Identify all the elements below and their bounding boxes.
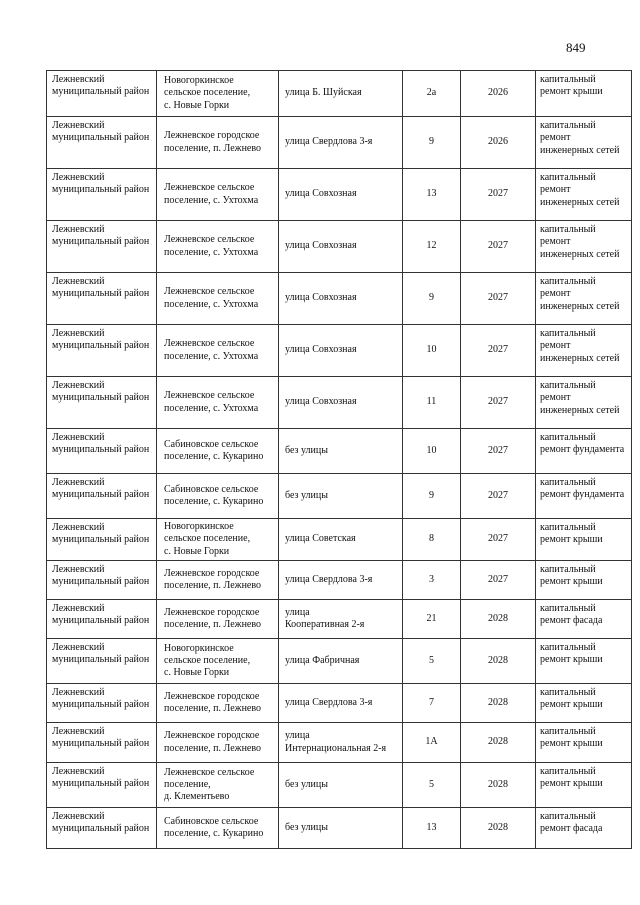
work-type-cell-text: капитальный ремонт крыши <box>540 687 603 711</box>
district-cell-text: Лежневский муниципальный район <box>52 120 150 144</box>
year-cell <box>461 519 536 561</box>
house-number-cell-text: 10 <box>426 444 437 456</box>
table-row <box>47 763 632 808</box>
settlement-cell-text: Лежневское сельское поселение, с. Ухтохма <box>164 234 259 258</box>
district-cell-text: Лежневский муниципальный район <box>52 74 150 98</box>
year-cell-text: 2028 <box>488 696 508 708</box>
settlement-cell-text: Лежневское сельское поселение, д. Клементьево <box>164 766 255 803</box>
district-cell <box>47 561 157 600</box>
table-row <box>47 808 632 849</box>
work-type-cell-text: капитальный ремонт инженерных сетей <box>540 120 620 156</box>
table-row <box>47 325 632 377</box>
table-row <box>47 377 632 429</box>
table-row <box>47 71 632 117</box>
year-cell-text: 2027 <box>488 489 508 501</box>
house-number-cell <box>403 71 461 117</box>
house-number-cell <box>403 429 461 474</box>
table-row <box>47 639 632 684</box>
district-cell <box>47 723 157 763</box>
table-row <box>47 600 632 639</box>
settlement-cell-text: Лежневское городское поселение, п. Лежнево <box>164 130 262 154</box>
work-type-cell-text: капитальный ремонт инженерных сетей <box>540 380 620 416</box>
district-cell-text: Лежневский муниципальный район <box>52 603 150 627</box>
repair-schedule-table <box>46 70 632 849</box>
work-type-cell-text: капитальный ремонт крыши <box>540 766 603 790</box>
settlement-cell <box>157 273 279 325</box>
settlement-cell-text: Лежневское сельское поселение, с. Ухтохма <box>164 182 259 206</box>
work-type-cell <box>536 474 632 519</box>
work-type-cell-text: капитальный ремонт крыши <box>540 522 603 546</box>
work-type-cell <box>536 600 632 639</box>
year-cell <box>461 561 536 600</box>
street-cell <box>279 221 403 273</box>
settlement-cell-text: Лежневское сельское поселение, с. Ухтохма <box>164 286 259 310</box>
year-cell-text: 2027 <box>488 188 508 200</box>
district-cell-text: Лежневский муниципальный район <box>52 380 150 404</box>
year-cell <box>461 325 536 377</box>
year-cell <box>461 273 536 325</box>
house-number-cell-text: 11 <box>426 396 437 408</box>
house-number-cell-text: 9 <box>429 292 434 304</box>
street-cell <box>279 808 403 849</box>
work-type-cell-text: капитальный ремонт крыши <box>540 564 603 588</box>
settlement-cell <box>157 600 279 639</box>
settlement-cell-text: Новогоркинское сельское поселение, с. Новые Горки <box>164 521 251 557</box>
house-number-cell <box>403 723 461 763</box>
settlement-cell-text: Сабиновское сельское поселение, с. Кукарино <box>164 483 264 507</box>
street-cell-text: улица Совхозная <box>285 188 357 200</box>
district-cell-text: Лежневский муниципальный район <box>52 766 150 790</box>
district-cell <box>47 474 157 519</box>
house-number-cell <box>403 169 461 221</box>
table-body <box>47 71 632 849</box>
district-cell <box>47 117 157 169</box>
work-type-cell-text: капитальный ремонт крыши <box>540 74 603 98</box>
settlement-cell-text: Сабиновское сельское поселение, с. Кукарино <box>164 438 264 462</box>
table-row <box>47 519 632 561</box>
house-number-cell <box>403 117 461 169</box>
street-cell <box>279 684 403 723</box>
district-cell <box>47 429 157 474</box>
house-number-cell <box>403 808 461 849</box>
street-cell-text: улица Совхозная <box>285 344 357 356</box>
work-type-cell <box>536 221 632 273</box>
year-cell <box>461 71 536 117</box>
settlement-cell <box>157 561 279 600</box>
district-cell <box>47 808 157 849</box>
settlement-cell <box>157 639 279 684</box>
work-type-cell-text: капитальный ремонт крыши <box>540 726 603 750</box>
settlement-cell <box>157 808 279 849</box>
settlement-cell <box>157 221 279 273</box>
house-number-cell-text: 9 <box>429 489 434 501</box>
district-cell-text: Лежневский муниципальный район <box>52 328 150 352</box>
house-number-cell <box>403 600 461 639</box>
house-number-cell <box>403 519 461 561</box>
year-cell <box>461 474 536 519</box>
settlement-cell-text: Лежневское городское поселение, п. Лежнево <box>164 567 262 591</box>
year-cell-text: 2028 <box>488 821 508 833</box>
district-cell <box>47 71 157 117</box>
work-type-cell <box>536 808 632 849</box>
street-cell <box>279 377 403 429</box>
district-cell <box>47 325 157 377</box>
settlement-cell <box>157 474 279 519</box>
work-type-cell <box>536 429 632 474</box>
year-cell-text: 2028 <box>488 612 508 624</box>
work-type-cell <box>536 71 632 117</box>
street-cell <box>279 474 403 519</box>
year-cell-text: 2028 <box>488 736 508 748</box>
settlement-cell-text: Лежневское городское поселение, п. Лежнево <box>164 690 262 714</box>
year-cell <box>461 221 536 273</box>
year-cell <box>461 429 536 474</box>
street-cell <box>279 273 403 325</box>
house-number-cell-text: 2а <box>426 87 437 99</box>
street-cell <box>279 763 403 808</box>
street-cell <box>279 169 403 221</box>
house-number-cell-text: 10 <box>426 344 437 356</box>
street-cell-text: без улицы <box>285 821 328 833</box>
work-type-cell-text: капитальный ремонт фундамента <box>540 477 625 501</box>
district-cell <box>47 684 157 723</box>
street-cell-text: без улицы <box>285 444 328 456</box>
settlement-cell-text: Лежневское сельское поселение, с. Ухтохма <box>164 338 259 362</box>
settlement-cell <box>157 763 279 808</box>
house-number-cell-text: 9 <box>429 136 434 148</box>
table-row <box>47 429 632 474</box>
settlement-cell-text: Сабиновское сельское поселение, с. Кукарино <box>164 815 264 839</box>
settlement-cell <box>157 325 279 377</box>
year-cell-text: 2027 <box>488 573 508 585</box>
house-number-cell-text: 8 <box>429 533 434 545</box>
year-cell <box>461 808 536 849</box>
house-number-cell-text: 13 <box>426 821 437 833</box>
year-cell-text: 2028 <box>488 778 508 790</box>
house-number-cell <box>403 763 461 808</box>
work-type-cell <box>536 117 632 169</box>
district-cell-text: Лежневский муниципальный район <box>52 276 150 300</box>
house-number-cell <box>403 474 461 519</box>
work-type-cell-text: капитальный ремонт фундамента <box>540 432 625 456</box>
work-type-cell-text: капитальный ремонт инженерных сетей <box>540 224 620 260</box>
street-cell-text: улица Советская <box>285 533 356 545</box>
district-cell-text: Лежневский муниципальный район <box>52 522 150 546</box>
street-cell <box>279 639 403 684</box>
year-cell-text: 2026 <box>488 87 508 99</box>
house-number-cell <box>403 561 461 600</box>
street-cell-text: улица Совхозная <box>285 396 357 408</box>
year-cell <box>461 600 536 639</box>
work-type-cell-text: капитальный ремонт инженерных сетей <box>540 276 620 312</box>
house-number-cell <box>403 273 461 325</box>
street-cell <box>279 325 403 377</box>
street-cell-text: без улицы <box>285 778 328 790</box>
settlement-cell-text: Новогоркинское сельское поселение, с. Новые Горки <box>164 75 251 111</box>
settlement-cell <box>157 169 279 221</box>
district-cell <box>47 169 157 221</box>
table-row <box>47 273 632 325</box>
table-row <box>47 221 632 273</box>
settlement-cell <box>157 71 279 117</box>
district-cell <box>47 763 157 808</box>
street-cell-text: улица Совхозная <box>285 292 357 304</box>
settlement-cell <box>157 429 279 474</box>
street-cell-text: улица Свердлова 3-я <box>285 573 373 585</box>
district-cell-text: Лежневский муниципальный район <box>52 642 150 666</box>
street-cell <box>279 561 403 600</box>
street-cell-text: улица Совхозная <box>285 240 357 252</box>
settlement-cell <box>157 684 279 723</box>
work-type-cell <box>536 763 632 808</box>
street-cell-text: улица Кооперативная 2-я <box>285 606 365 630</box>
house-number-cell-text: 7 <box>429 696 434 708</box>
house-number-cell-text: 3 <box>429 573 434 585</box>
house-number-cell-text: 21 <box>426 612 437 624</box>
house-number-cell-text: 13 <box>426 188 437 200</box>
table-row <box>47 723 632 763</box>
year-cell-text: 2028 <box>488 654 508 666</box>
work-type-cell <box>536 723 632 763</box>
street-cell <box>279 723 403 763</box>
district-cell <box>47 600 157 639</box>
house-number-cell <box>403 377 461 429</box>
year-cell <box>461 684 536 723</box>
table-row <box>47 169 632 221</box>
table-row <box>47 561 632 600</box>
district-cell <box>47 639 157 684</box>
street-cell <box>279 519 403 561</box>
work-type-cell <box>536 639 632 684</box>
street-cell <box>279 117 403 169</box>
settlement-cell-text: Лежневское городское поселение, п. Лежнево <box>164 606 262 630</box>
house-number-cell-text: 1А <box>425 736 438 748</box>
work-type-cell-text: капитальный ремонт фасада <box>540 811 603 835</box>
house-number-cell <box>403 221 461 273</box>
district-cell-text: Лежневский муниципальный район <box>52 564 150 588</box>
table-row <box>47 117 632 169</box>
district-cell-text: Лежневский муниципальный район <box>52 726 150 750</box>
work-type-cell <box>536 561 632 600</box>
table-row <box>47 684 632 723</box>
work-type-cell <box>536 519 632 561</box>
year-cell <box>461 117 536 169</box>
year-cell-text: 2027 <box>488 344 508 356</box>
year-cell <box>461 723 536 763</box>
settlement-cell <box>157 723 279 763</box>
year-cell-text: 2026 <box>488 136 508 148</box>
year-cell-text: 2027 <box>488 533 508 545</box>
year-cell <box>461 377 536 429</box>
district-cell-text: Лежневский муниципальный район <box>52 172 150 196</box>
year-cell <box>461 763 536 808</box>
work-type-cell <box>536 377 632 429</box>
street-cell <box>279 429 403 474</box>
year-cell-text: 2027 <box>488 444 508 456</box>
street-cell-text: улица Интернациональная 2-я <box>285 730 387 754</box>
house-number-cell <box>403 684 461 723</box>
district-cell <box>47 273 157 325</box>
district-cell <box>47 377 157 429</box>
district-cell-text: Лежневский муниципальный район <box>52 811 150 835</box>
work-type-cell-text: капитальный ремонт инженерных сетей <box>540 328 620 364</box>
work-type-cell <box>536 325 632 377</box>
house-number-cell-text: 5 <box>429 778 434 790</box>
house-number-cell-text: 5 <box>429 654 434 666</box>
settlement-cell <box>157 519 279 561</box>
year-cell <box>461 639 536 684</box>
street-cell-text: без улицы <box>285 489 328 501</box>
settlement-cell <box>157 117 279 169</box>
street-cell <box>279 71 403 117</box>
settlement-cell-text: Лежневское городское поселение, п. Лежнево <box>164 730 262 754</box>
work-type-cell <box>536 169 632 221</box>
work-type-cell-text: капитальный ремонт фасада <box>540 603 603 627</box>
street-cell <box>279 600 403 639</box>
district-cell-text: Лежневский муниципальный район <box>52 432 150 456</box>
settlement-cell-text: Новогоркинское сельское поселение, с. Новые Горки <box>164 642 251 679</box>
table-row <box>47 474 632 519</box>
district-cell <box>47 221 157 273</box>
street-cell-text: улица Свердлова 3-я <box>285 696 373 708</box>
year-cell <box>461 169 536 221</box>
house-number-cell <box>403 325 461 377</box>
street-cell-text: улица Фабричная <box>285 654 360 666</box>
settlement-cell <box>157 377 279 429</box>
page-number: 849 <box>566 40 586 55</box>
house-number-cell-text: 12 <box>426 240 437 252</box>
street-cell-text: улица Свердлова 3-я <box>285 136 373 148</box>
work-type-cell-text: капитальный ремонт крыши <box>540 642 603 666</box>
street-cell-text: улица Б. Шуйская <box>285 87 362 99</box>
year-cell-text: 2027 <box>488 240 508 252</box>
district-cell-text: Лежневский муниципальный район <box>52 224 150 248</box>
district-cell-text: Лежневский муниципальный район <box>52 477 150 501</box>
house-number-cell <box>403 639 461 684</box>
year-cell-text: 2027 <box>488 396 508 408</box>
work-type-cell <box>536 684 632 723</box>
district-cell-text: Лежневский муниципальный район <box>52 687 150 711</box>
work-type-cell <box>536 273 632 325</box>
district-cell <box>47 519 157 561</box>
work-type-cell-text: капитальный ремонт инженерных сетей <box>540 172 620 208</box>
year-cell-text: 2027 <box>488 292 508 304</box>
settlement-cell-text: Лежневское сельское поселение, с. Ухтохма <box>164 390 259 414</box>
